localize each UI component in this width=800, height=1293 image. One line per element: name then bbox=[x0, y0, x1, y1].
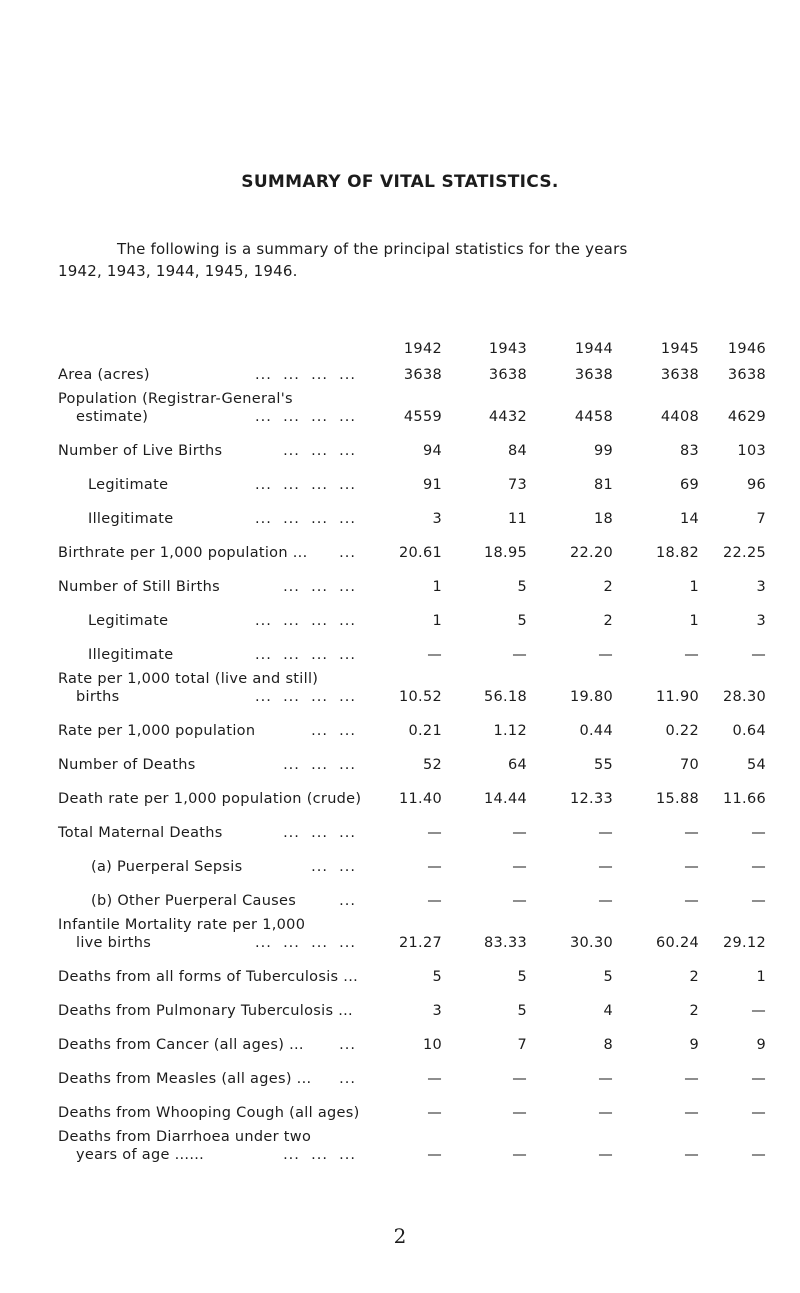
table-cell: 91 bbox=[422, 477, 442, 493]
table-cell: 11.40 bbox=[398, 791, 442, 807]
table-cell: 4432 bbox=[488, 409, 527, 425]
table-cell: — bbox=[427, 647, 442, 663]
table-cell: 99 bbox=[593, 443, 613, 459]
table-cell: 30.30 bbox=[569, 935, 613, 951]
table-cell: 3638 bbox=[574, 367, 613, 383]
table-cell: — bbox=[751, 647, 766, 663]
table-cell: 22.20 bbox=[569, 545, 613, 561]
table-cell: 5 bbox=[517, 969, 527, 985]
year-header: 1944 bbox=[574, 341, 613, 357]
table-cell: 18.82 bbox=[655, 545, 699, 561]
table-cell: 96 bbox=[746, 477, 766, 493]
table-cell: — bbox=[684, 1105, 699, 1121]
leader-dots: ... ... ... bbox=[283, 757, 356, 773]
table-cell: 54 bbox=[746, 757, 766, 773]
row-label: Legitimate bbox=[88, 477, 169, 493]
row-label: Illegitimate bbox=[88, 511, 174, 527]
leader-dots: ... ... ... ... bbox=[255, 409, 356, 425]
row-label: years of age ...... bbox=[76, 1147, 205, 1163]
table-cell: 1 bbox=[756, 969, 766, 985]
table-cell: 2 bbox=[689, 1003, 699, 1019]
table-cell: — bbox=[598, 1147, 613, 1163]
table-cell: 0.22 bbox=[665, 723, 699, 739]
row-label: Birthrate per 1,000 population ... bbox=[58, 545, 308, 561]
table-cell: 7 bbox=[756, 511, 766, 527]
table-cell: 2 bbox=[603, 579, 613, 595]
table-cell: 4 bbox=[603, 1003, 613, 1019]
row-label: Rate per 1,000 population bbox=[58, 723, 256, 739]
table-cell: 28.30 bbox=[722, 689, 766, 705]
table-cell: 4408 bbox=[660, 409, 699, 425]
leader-dots: ... ... ... ... bbox=[255, 511, 356, 527]
table-cell: 83.33 bbox=[483, 935, 527, 951]
table-cell: — bbox=[598, 1105, 613, 1121]
leader-dots: ... ... ... ... bbox=[255, 647, 356, 663]
table-cell: 20.61 bbox=[398, 545, 442, 561]
row-label: Deaths from Diarrhoea under two bbox=[58, 1129, 312, 1145]
table-cell: 5 bbox=[517, 579, 527, 595]
table-cell: — bbox=[598, 893, 613, 909]
table-cell: — bbox=[684, 859, 699, 875]
table-cell: — bbox=[512, 1105, 527, 1121]
table-cell: 83 bbox=[679, 443, 699, 459]
table-cell: 0.64 bbox=[732, 723, 766, 739]
table-cell: 10.52 bbox=[398, 689, 442, 705]
table-cell: 2 bbox=[603, 613, 613, 629]
table-cell: 7 bbox=[517, 1037, 527, 1053]
row-label: Area (acres) bbox=[58, 367, 150, 383]
table-cell: 29.12 bbox=[722, 935, 766, 951]
leader-dots: ... ... ... ... bbox=[255, 935, 356, 951]
row-label: Rate per 1,000 total (live and still) bbox=[58, 671, 319, 687]
leader-dots: ... ... ... bbox=[283, 1147, 356, 1163]
intro-line-1: The following is a summary of the principal statistics for the years bbox=[117, 240, 628, 258]
table-cell: 18 bbox=[593, 511, 613, 527]
table-cell: 15.88 bbox=[655, 791, 699, 807]
row-label: (b) Other Puerperal Causes bbox=[91, 893, 297, 909]
leader-dots: ... ... bbox=[311, 723, 356, 739]
year-header: 1946 bbox=[727, 341, 766, 357]
table-cell: — bbox=[427, 1071, 442, 1087]
table-cell: 3638 bbox=[403, 367, 442, 383]
table-cell: — bbox=[427, 1105, 442, 1121]
leader-dots: ... bbox=[339, 1037, 356, 1053]
table-cell: — bbox=[751, 1105, 766, 1121]
table-cell: 4458 bbox=[574, 409, 613, 425]
table-cell: 73 bbox=[507, 477, 527, 493]
table-cell: — bbox=[751, 1147, 766, 1163]
table-cell: — bbox=[427, 825, 442, 841]
table-cell: 11.66 bbox=[722, 791, 766, 807]
table-cell: 5 bbox=[517, 1003, 527, 1019]
table-cell: 12.33 bbox=[569, 791, 613, 807]
table-cell: 81 bbox=[593, 477, 613, 493]
year-header: 1943 bbox=[488, 341, 527, 357]
table-cell: 5 bbox=[517, 613, 527, 629]
table-cell: 55 bbox=[593, 757, 613, 773]
row-label: (a) Puerperal Sepsis bbox=[91, 859, 243, 875]
table-cell: — bbox=[751, 859, 766, 875]
row-label: births bbox=[76, 689, 120, 705]
leader-dots: ... bbox=[339, 545, 356, 561]
table-cell: 11.90 bbox=[655, 689, 699, 705]
row-label: live births bbox=[76, 935, 152, 951]
leader-dots: ... ... ... ... bbox=[255, 477, 356, 493]
table-cell: 69 bbox=[679, 477, 699, 493]
table-cell: 9 bbox=[689, 1037, 699, 1053]
row-label: Deaths from Whooping Cough (all ages) bbox=[58, 1105, 360, 1121]
table-cell: — bbox=[512, 893, 527, 909]
row-label: Number of Still Births bbox=[58, 579, 220, 595]
row-label: Deaths from all forms of Tuberculosis ... bbox=[58, 969, 359, 985]
table-cell: — bbox=[684, 825, 699, 841]
table-cell: 94 bbox=[422, 443, 442, 459]
table-cell: 2 bbox=[689, 969, 699, 985]
table-cell: 52 bbox=[422, 757, 442, 773]
table-cell: 3 bbox=[756, 613, 766, 629]
table-cell: — bbox=[684, 1147, 699, 1163]
table-cell: 22.25 bbox=[722, 545, 766, 561]
table-cell: — bbox=[598, 1071, 613, 1087]
table-cell: — bbox=[684, 893, 699, 909]
table-cell: 14.44 bbox=[483, 791, 527, 807]
table-cell: 1.12 bbox=[493, 723, 527, 739]
row-label: Total Maternal Deaths bbox=[58, 825, 223, 841]
table-cell: 56.18 bbox=[483, 689, 527, 705]
table-cell: 0.44 bbox=[579, 723, 613, 739]
table-cell: — bbox=[427, 893, 442, 909]
table-cell: 0.21 bbox=[408, 723, 442, 739]
table-cell: — bbox=[751, 1003, 766, 1019]
table-cell: — bbox=[427, 859, 442, 875]
year-header: 1945 bbox=[660, 341, 699, 357]
row-label: Population (Registrar-General's bbox=[58, 391, 293, 407]
table-cell: 18.95 bbox=[483, 545, 527, 561]
table-cell: 3 bbox=[432, 511, 442, 527]
leader-dots: ... ... ... ... bbox=[255, 689, 356, 705]
leader-dots: ... ... ... bbox=[283, 579, 356, 595]
table-cell: 84 bbox=[507, 443, 527, 459]
table-cell: 9 bbox=[756, 1037, 766, 1053]
table-cell: 5 bbox=[432, 969, 442, 985]
table-cell: 3 bbox=[756, 579, 766, 595]
leader-dots: ... bbox=[339, 893, 356, 909]
table-cell: — bbox=[598, 647, 613, 663]
table-cell: 19.80 bbox=[569, 689, 613, 705]
table-cell: 103 bbox=[737, 443, 766, 459]
row-label: Deaths from Pulmonary Tuberculosis ... bbox=[58, 1003, 353, 1019]
table-cell: 4629 bbox=[727, 409, 766, 425]
row-label: Deaths from Measles (all ages) ... bbox=[58, 1071, 312, 1087]
table-cell: 1 bbox=[689, 613, 699, 629]
leader-dots: ... ... bbox=[311, 859, 356, 875]
table-cell: — bbox=[751, 1071, 766, 1087]
table-cell: — bbox=[427, 1147, 442, 1163]
table-cell: 3638 bbox=[488, 367, 527, 383]
row-label: Deaths from Cancer (all ages) ... bbox=[58, 1037, 304, 1053]
table-cell: 3638 bbox=[727, 367, 766, 383]
row-label: Legitimate bbox=[88, 613, 169, 629]
row-label: Illegitimate bbox=[88, 647, 174, 663]
row-label: estimate) bbox=[76, 409, 149, 425]
table-cell: 14 bbox=[679, 511, 699, 527]
table-cell: — bbox=[684, 1071, 699, 1087]
row-label: Number of Live Births bbox=[58, 443, 223, 459]
table-cell: 11 bbox=[507, 511, 527, 527]
leader-dots: ... bbox=[339, 1071, 356, 1087]
table-cell: — bbox=[512, 647, 527, 663]
row-label: Number of Deaths bbox=[58, 757, 196, 773]
intro-line-2: 1942, 1943, 1944, 1945, 1946. bbox=[58, 262, 298, 280]
table-cell: 10 bbox=[422, 1037, 442, 1053]
table-cell: 21.27 bbox=[398, 935, 442, 951]
table-cell: 1 bbox=[432, 579, 442, 595]
row-label: Infantile Mortality rate per 1,000 bbox=[58, 917, 306, 933]
table-cell: 3638 bbox=[660, 367, 699, 383]
table-cell: 70 bbox=[679, 757, 699, 773]
table-cell: — bbox=[598, 825, 613, 841]
leader-dots: ... ... ... ... bbox=[255, 613, 356, 629]
table-cell: — bbox=[684, 647, 699, 663]
table-cell: 4559 bbox=[403, 409, 442, 425]
table-cell: — bbox=[751, 825, 766, 841]
table-cell: — bbox=[512, 1071, 527, 1087]
table-cell: — bbox=[598, 859, 613, 875]
page-number: 2 bbox=[393, 1224, 407, 1248]
table-cell: — bbox=[751, 893, 766, 909]
leader-dots: ... ... ... ... bbox=[255, 367, 356, 383]
table-cell: — bbox=[512, 1147, 527, 1163]
table-cell: 5 bbox=[603, 969, 613, 985]
page-title: SUMMARY OF VITAL STATISTICS. bbox=[241, 172, 559, 192]
table-cell: 64 bbox=[507, 757, 527, 773]
table-cell: 3 bbox=[432, 1003, 442, 1019]
year-header: 1942 bbox=[403, 341, 442, 357]
leader-dots: ... ... ... bbox=[283, 443, 356, 459]
table-cell: 8 bbox=[603, 1037, 613, 1053]
table-cell: 1 bbox=[432, 613, 442, 629]
leader-dots: ... ... ... bbox=[283, 825, 356, 841]
row-label: Death rate per 1,000 population (crude) bbox=[58, 791, 362, 807]
table-cell: — bbox=[512, 859, 527, 875]
table-cell: 60.24 bbox=[655, 935, 699, 951]
table-cell: 1 bbox=[689, 579, 699, 595]
table-cell: — bbox=[512, 825, 527, 841]
